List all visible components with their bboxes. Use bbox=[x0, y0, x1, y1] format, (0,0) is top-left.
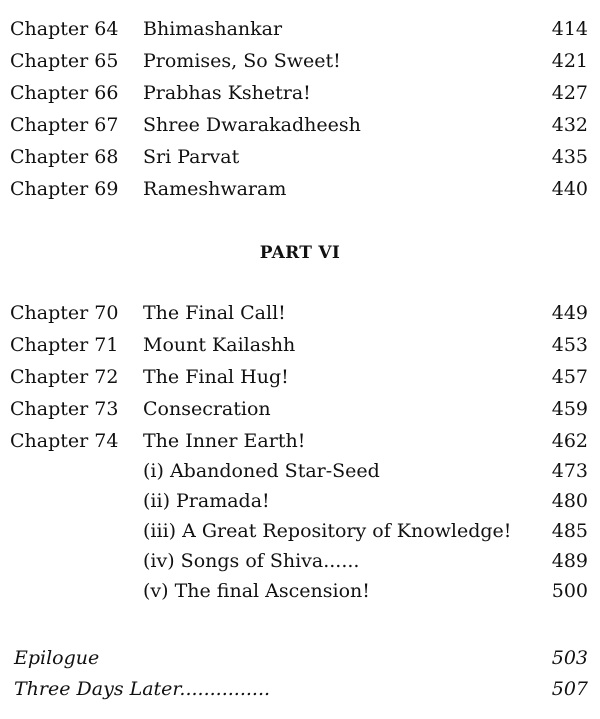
chapter-title: The Final Call! bbox=[143, 302, 286, 324]
chapter-title: The Final Hug! bbox=[143, 366, 289, 388]
subsection-title: (i) Abandoned Star-Seed bbox=[143, 460, 380, 482]
page-number: 507 bbox=[551, 678, 588, 700]
page-number: 435 bbox=[551, 146, 588, 168]
chapter-title: Shree Dwarakadheesh bbox=[143, 114, 361, 136]
chapter-title: Mount Kailashh bbox=[143, 334, 296, 356]
chapter-title: Prabhas Kshetra! bbox=[143, 82, 311, 104]
page-number: 489 bbox=[551, 550, 588, 572]
chapter-title: Rameshwaram bbox=[143, 178, 287, 200]
back-matter-title: Epilogue bbox=[14, 647, 100, 669]
toc-entry-chapter-70 bbox=[0, 298, 600, 328]
page-number: 485 bbox=[551, 520, 588, 542]
toc-entry-chapter-67 bbox=[0, 110, 600, 140]
page-number: 453 bbox=[551, 334, 588, 356]
toc-entry-chapter-66 bbox=[0, 78, 600, 108]
page-number: 427 bbox=[551, 82, 588, 104]
chapter-title: The Inner Earth! bbox=[143, 430, 306, 452]
page-number: 432 bbox=[551, 114, 588, 136]
toc-entry-chapter-71 bbox=[0, 330, 600, 360]
page-number: 500 bbox=[551, 580, 588, 602]
chapter-number: Chapter 64 bbox=[10, 18, 119, 40]
toc-entry-chapter-74 bbox=[0, 426, 600, 456]
toc-subentry bbox=[0, 576, 600, 606]
subsection-title: (iv) Songs of Shiva...... bbox=[143, 550, 360, 572]
chapter-number: Chapter 67 bbox=[10, 114, 119, 136]
chapter-number: Chapter 73 bbox=[10, 398, 119, 420]
page-number: 421 bbox=[551, 50, 588, 72]
toc-entry-chapter-68 bbox=[0, 142, 600, 172]
chapter-title: Promises, So Sweet! bbox=[143, 50, 341, 72]
toc-entry-chapter-64 bbox=[0, 14, 600, 44]
chapter-number: Chapter 72 bbox=[10, 366, 119, 388]
chapter-number: Chapter 71 bbox=[10, 334, 119, 356]
toc-entry-chapter-73 bbox=[0, 394, 600, 424]
page-number: 480 bbox=[551, 490, 588, 512]
page-number: 457 bbox=[551, 366, 588, 388]
chapter-number: Chapter 69 bbox=[10, 178, 119, 200]
chapter-number: Chapter 65 bbox=[10, 50, 119, 72]
toc-entry-epilogue bbox=[0, 643, 600, 673]
page-number: 414 bbox=[551, 18, 588, 40]
toc-entry-chapter-69 bbox=[0, 174, 600, 204]
toc-subentry bbox=[0, 486, 600, 516]
chapter-title: Consecration bbox=[143, 398, 271, 420]
subsection-title: (ii) Pramada! bbox=[143, 490, 270, 512]
chapter-number: Chapter 70 bbox=[10, 302, 119, 324]
page-number: 440 bbox=[551, 178, 588, 200]
page-number: 503 bbox=[551, 647, 588, 669]
page-number: 459 bbox=[551, 398, 588, 420]
chapter-number: Chapter 74 bbox=[10, 430, 119, 452]
page-number: 473 bbox=[551, 460, 588, 482]
toc-entry-chapter-72 bbox=[0, 362, 600, 392]
toc-subentry bbox=[0, 456, 600, 486]
chapter-number: Chapter 68 bbox=[10, 146, 119, 168]
back-matter-title: Three Days Later............... bbox=[14, 678, 271, 700]
toc-subentry bbox=[0, 546, 600, 576]
chapter-number: Chapter 66 bbox=[10, 82, 119, 104]
page-number: 449 bbox=[551, 302, 588, 324]
toc-subentry bbox=[0, 516, 600, 546]
subsection-title: (v) The final Ascension! bbox=[143, 580, 370, 602]
subsection-title: (iii) A Great Repository of Knowledge! bbox=[143, 520, 512, 542]
chapter-title: Sri Parvat bbox=[143, 146, 240, 168]
chapter-title: Bhimashankar bbox=[143, 18, 283, 40]
toc-entry-chapter-65 bbox=[0, 46, 600, 76]
part-heading: PART VI bbox=[259, 243, 341, 263]
toc-entry-three-days-later bbox=[0, 674, 600, 704]
page-number: 462 bbox=[551, 430, 588, 452]
